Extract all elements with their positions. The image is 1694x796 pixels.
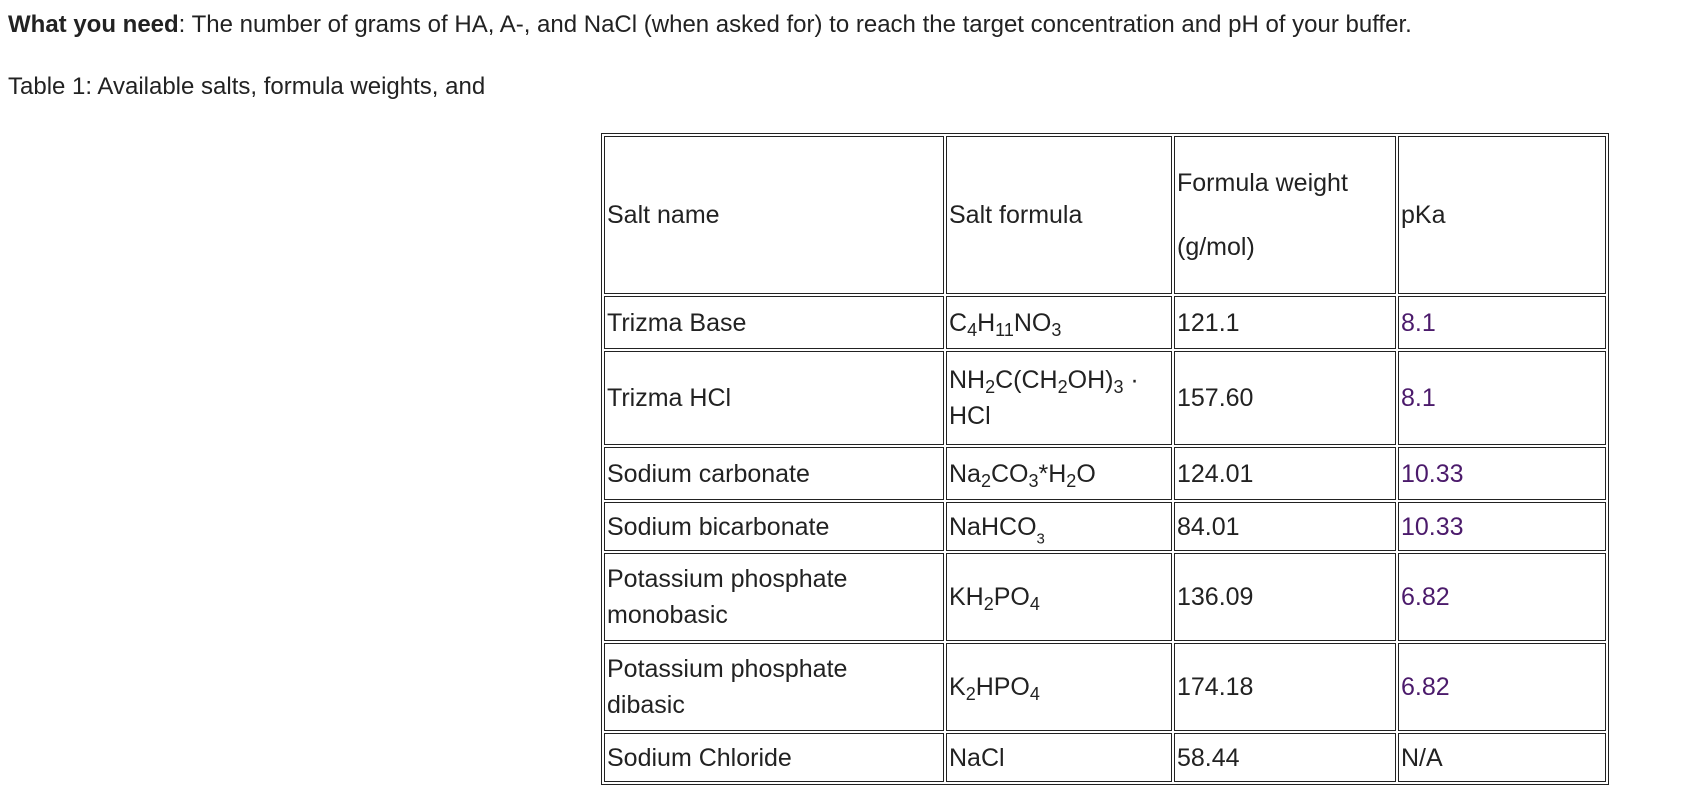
- formula-weight-cell: 84.01: [1174, 502, 1396, 551]
- salts-table: [601, 133, 1609, 785]
- header-salt-name: Salt name: [604, 136, 944, 294]
- header-formula-weight-unit: (g/mol): [1177, 233, 1255, 261]
- table-row: [604, 296, 1606, 349]
- salt-formula-cell: $C_4H_{11}NO_3$: [946, 296, 1172, 349]
- table-row: [604, 351, 1606, 445]
- salts-table-container: [601, 133, 1609, 785]
- salt-formula-cell: $KH_2PO_4$: [946, 553, 1172, 641]
- table-row: [604, 502, 1606, 551]
- instructions-paragraph: [8, 10, 1412, 40]
- formula-weight-cell: 157.60: [1174, 351, 1396, 445]
- salt-formula-cell: $Na_2CO_3*H_2O$: [946, 447, 1172, 500]
- pka-cell: 10.33: [1398, 502, 1606, 551]
- salt-name-cell: Sodium Chloride: [604, 733, 944, 782]
- salt-name-line: monobasic: [607, 601, 728, 629]
- header-formula-weight: [1174, 136, 1396, 294]
- salt-formula-cell: $NH_2C(CH_2OH)_3$ · HCl: [946, 351, 1172, 445]
- formula-weight-cell: 124.01: [1174, 447, 1396, 500]
- formula-weight-cell: 136.09: [1174, 553, 1396, 641]
- pka-cell: 10.33: [1398, 447, 1606, 500]
- table-caption: Table 1: Available salts, formula weights, and: [8, 73, 486, 100]
- instructions-text: : The number of grams of HA, A-, and NaCl (when asked for) to reach the target concentration and pH of your buffer.: [178, 11, 1412, 38]
- header-formula-weight-label: Formula weight: [1177, 169, 1348, 197]
- salt-name-cell: [604, 553, 944, 641]
- pka-cell: 6.82: [1398, 643, 1606, 731]
- header-pka: pKa: [1398, 136, 1606, 294]
- salt-name-cell: Sodium bicarbonate: [604, 502, 944, 551]
- formula-weight-cell: 174.18: [1174, 643, 1396, 731]
- pka-cell: N/A: [1398, 733, 1606, 782]
- pka-cell: 8.1: [1398, 351, 1606, 445]
- salt-formula-cell: NaHCO$_3$: [946, 502, 1172, 551]
- salt-name-cell: Trizma Base: [604, 296, 944, 349]
- salt-name-line: Potassium phosphate: [607, 655, 848, 683]
- salt-name-line: dibasic: [607, 691, 685, 719]
- table-row: [604, 733, 1606, 782]
- table-row: [604, 553, 1606, 641]
- salt-formula-cell: $K_2HPO_4$: [946, 643, 1172, 731]
- table-row: [604, 643, 1606, 731]
- salt-name-cell: Trizma HCl: [604, 351, 944, 445]
- table-header-row: [604, 136, 1606, 294]
- formula-weight-cell: 58.44: [1174, 733, 1396, 782]
- table-row: [604, 447, 1606, 500]
- salt-name-line: Potassium phosphate: [607, 565, 848, 593]
- instructions-label: What you need: [8, 11, 179, 38]
- salt-name-cell: [604, 643, 944, 731]
- salt-name-cell: Sodium carbonate: [604, 447, 944, 500]
- pka-cell: 6.82: [1398, 553, 1606, 641]
- pka-cell: 8.1: [1398, 296, 1606, 349]
- header-salt-formula: Salt formula: [946, 136, 1172, 294]
- salt-formula-cell: NaCl: [946, 733, 1172, 782]
- formula-weight-cell: 121.1: [1174, 296, 1396, 349]
